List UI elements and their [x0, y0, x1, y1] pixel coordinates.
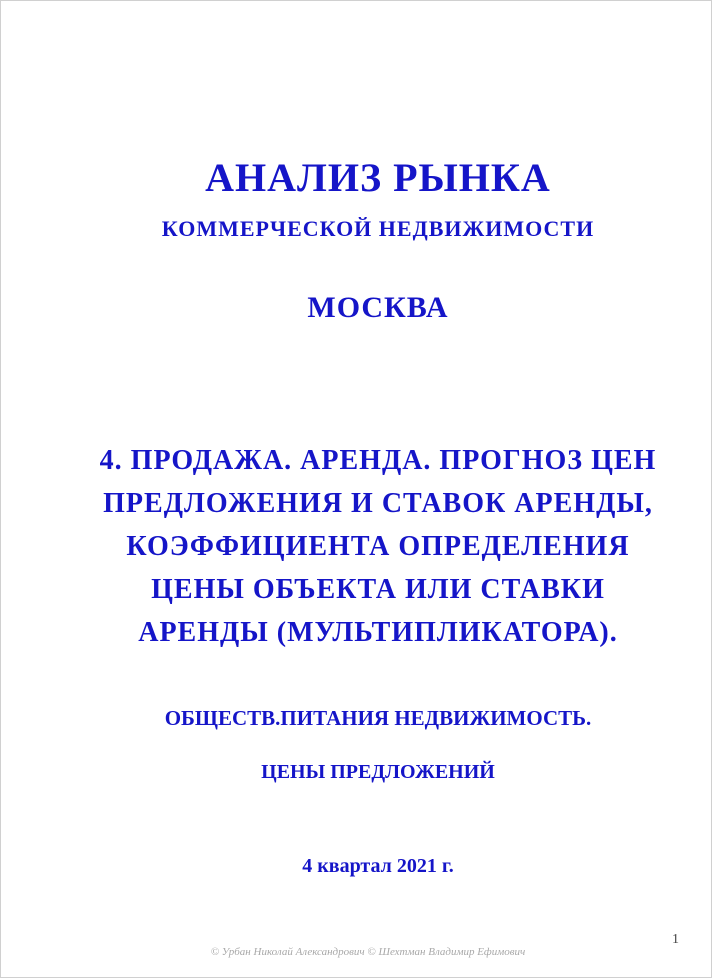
- section-title: [41, 439, 712, 654]
- subcategory-heading: ЦЕНЫ ПРЕДЛОЖЕНИЙ: [261, 761, 495, 783]
- section-title-line: КОЭФФИЦИЕНТА ОПРЕДЕЛЕНИЯ: [126, 531, 630, 562]
- section-title-line: 4. ПРОДАЖА. АРЕНДА. ПРОГНОЗ ЦЕН: [99, 445, 657, 476]
- section-title-line: АРЕНДЫ (МУЛЬТИПЛИКАТОРА).: [138, 617, 618, 648]
- city-heading: МОСКВА: [307, 291, 449, 324]
- page-number: 1: [672, 932, 679, 947]
- document-subtitle: КОММЕРЧЕСКОЙ НЕДВИЖИМОСТИ: [161, 216, 595, 241]
- category-heading: ОБЩЕСТВ.ПИТАНИЯ НЕДВИЖИМОСТЬ.: [164, 706, 592, 730]
- period-label: 4 квартал 2021 г.: [302, 855, 454, 877]
- copyright-footer: © Урбан Николай Александрович © Шехтман Владимир Ефимович: [210, 946, 526, 958]
- section-title-line: ПРЕДЛОЖЕНИЯ И СТАВОК АРЕНДЫ,: [103, 488, 653, 519]
- document-title: АНАЛИЗ РЫНКА: [205, 155, 551, 200]
- section-title-line: ЦЕНЫ ОБЪЕКТА ИЛИ СТАВКИ: [151, 574, 605, 605]
